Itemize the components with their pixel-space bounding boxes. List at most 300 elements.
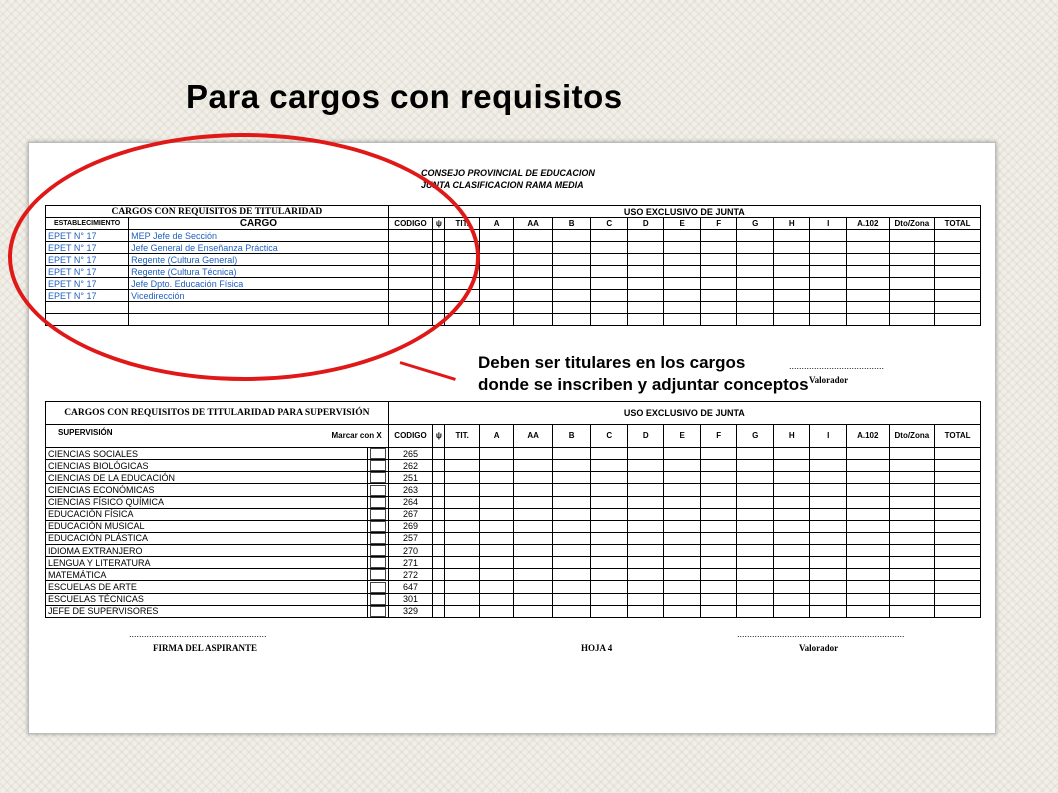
- col-header: H: [773, 218, 810, 230]
- score-cell: [889, 254, 935, 266]
- score-cell: [846, 448, 889, 460]
- score-cell: [591, 290, 628, 302]
- score-cell: [445, 520, 479, 532]
- score-cell: [514, 545, 553, 557]
- score-cell: [445, 290, 479, 302]
- mark-checkbox[interactable]: [370, 460, 386, 471]
- score-cell: [889, 242, 935, 254]
- score-cell: [445, 230, 479, 242]
- codigo-cell: 270: [388, 545, 433, 557]
- score-cell: [664, 605, 701, 617]
- score-cell: [552, 593, 591, 605]
- score-cell: [479, 472, 513, 484]
- score-cell: [433, 266, 445, 278]
- mark-checkbox[interactable]: [370, 485, 386, 496]
- score-cell: [479, 520, 513, 532]
- score-cell: [591, 314, 628, 326]
- score-cell: [737, 314, 774, 326]
- score-cell: [889, 557, 935, 569]
- table-row: [46, 496, 981, 508]
- score-cell: [889, 593, 935, 605]
- score-cell: [737, 302, 774, 314]
- score-cell: [773, 230, 810, 242]
- col-cargo: CARGO: [129, 218, 389, 230]
- score-cell: [552, 605, 591, 617]
- score-cell: [810, 460, 847, 472]
- score-cell: [846, 605, 889, 617]
- score-cell: [664, 302, 701, 314]
- score-cell: [935, 242, 981, 254]
- score-cell: [664, 314, 701, 326]
- score-cell: [627, 460, 664, 472]
- score-cell: [627, 242, 664, 254]
- score-cell: [935, 581, 981, 593]
- score-cell: [773, 593, 810, 605]
- establecimiento-cell: EPET N° 17: [46, 254, 129, 266]
- score-cell: [552, 472, 591, 484]
- codigo-cell: 265: [388, 448, 433, 460]
- score-cell: [433, 278, 445, 290]
- score-cell: [388, 266, 433, 278]
- score-cell: [935, 545, 981, 557]
- score-cell: [433, 484, 445, 496]
- score-cell: [514, 278, 553, 290]
- col-header: E: [664, 425, 701, 448]
- score-cell: [445, 302, 479, 314]
- score-cell: [846, 593, 889, 605]
- score-cell: [591, 484, 628, 496]
- score-cell: [627, 569, 664, 581]
- cargo-cell: Vicedirección: [129, 290, 389, 302]
- score-cell: [935, 472, 981, 484]
- score-cell: [810, 520, 847, 532]
- establecimiento-cell: EPET N° 17: [46, 230, 129, 242]
- codigo-cell: 251: [388, 472, 433, 484]
- score-cell: [514, 484, 553, 496]
- score-cell: [514, 314, 553, 326]
- score-cell: [846, 266, 889, 278]
- mark-checkbox[interactable]: [370, 521, 386, 532]
- score-cell: [479, 569, 513, 581]
- firma-del-aspirante: FIRMA DEL ASPIRANTE: [153, 643, 258, 653]
- callout-line-1: Deben ser titulares en los cargos: [478, 353, 746, 372]
- score-cell: [700, 545, 737, 557]
- score-cell: [810, 448, 847, 460]
- score-cell: [737, 290, 774, 302]
- score-cell: [664, 254, 701, 266]
- score-cell: [846, 496, 889, 508]
- col-header: Dto/Zona: [889, 425, 935, 448]
- score-cell: [700, 472, 737, 484]
- col-header: E: [664, 218, 701, 230]
- score-cell: [445, 605, 479, 617]
- score-cell: [591, 278, 628, 290]
- score-cell: [479, 242, 513, 254]
- marcar-cell: [368, 581, 388, 593]
- score-cell: [810, 508, 847, 520]
- score-cell: [810, 484, 847, 496]
- score-cell: [810, 472, 847, 484]
- score-cell: [810, 581, 847, 593]
- score-cell: [552, 278, 591, 290]
- score-cell: [479, 593, 513, 605]
- score-cell: [889, 230, 935, 242]
- score-cell: [479, 448, 513, 460]
- score-cell: [773, 460, 810, 472]
- valorador-label-2: Valorador: [799, 643, 839, 653]
- score-cell: [737, 484, 774, 496]
- score-cell: [552, 230, 591, 242]
- score-cell: [388, 314, 433, 326]
- score-cell: [591, 545, 628, 557]
- codigo-cell: 647: [388, 581, 433, 593]
- table-row: [46, 302, 981, 314]
- table-row: [46, 557, 981, 569]
- score-cell: [591, 242, 628, 254]
- marcar-cell: [368, 605, 388, 617]
- table-row: [46, 545, 981, 557]
- cargo-cell: [129, 302, 389, 314]
- score-cell: [627, 557, 664, 569]
- score-cell: [627, 266, 664, 278]
- mark-checkbox[interactable]: [370, 594, 386, 605]
- score-cell: [846, 520, 889, 532]
- score-cell: [773, 520, 810, 532]
- mark-checkbox[interactable]: [370, 557, 386, 568]
- marcar-cell: [368, 593, 388, 605]
- marcar-cell: [368, 520, 388, 532]
- score-cell: [700, 230, 737, 242]
- score-cell: [479, 314, 513, 326]
- score-cell: [889, 581, 935, 593]
- score-cell: [664, 496, 701, 508]
- cargo-cell: Jefe General de Enseñanza Práctica: [129, 242, 389, 254]
- score-cell: [388, 290, 433, 302]
- mark-checkbox[interactable]: [370, 582, 386, 593]
- score-cell: [935, 532, 981, 544]
- supervision-name-cell: EDUCACIÓN MUSICAL: [46, 520, 368, 532]
- col-establecimiento: ESTABLECIMIENTO: [46, 218, 129, 230]
- score-cell: [773, 448, 810, 460]
- table-row: [46, 266, 981, 278]
- titularidad-table: [45, 205, 981, 326]
- score-cell: [737, 545, 774, 557]
- col-header: F: [700, 425, 737, 448]
- score-cell: [846, 230, 889, 242]
- score-cell: [889, 508, 935, 520]
- score-cell: [627, 278, 664, 290]
- score-cell: [935, 290, 981, 302]
- score-cell: [846, 302, 889, 314]
- score-cell: [935, 314, 981, 326]
- col-header: A: [479, 218, 513, 230]
- score-cell: [445, 242, 479, 254]
- mark-checkbox[interactable]: [370, 448, 386, 459]
- mark-checkbox[interactable]: [370, 533, 386, 544]
- supervision-name-cell: CIENCIAS SOCIALES: [46, 448, 368, 460]
- score-cell: [445, 278, 479, 290]
- col-header: G: [737, 218, 774, 230]
- codigo-cell: 271: [388, 557, 433, 569]
- score-cell: [433, 593, 445, 605]
- score-cell: [846, 557, 889, 569]
- score-cell: [889, 290, 935, 302]
- score-cell: [773, 472, 810, 484]
- score-cell: [810, 605, 847, 617]
- col-header: C: [591, 425, 628, 448]
- col-header: D: [627, 218, 664, 230]
- mark-checkbox[interactable]: [370, 606, 386, 617]
- score-cell: [935, 520, 981, 532]
- score-cell: [627, 593, 664, 605]
- score-cell: [664, 242, 701, 254]
- score-cell: [627, 520, 664, 532]
- score-cell: [935, 266, 981, 278]
- score-cell: [627, 532, 664, 544]
- score-cell: [935, 230, 981, 242]
- section1-title: CARGOS CON REQUISITOS DE TITULARIDAD: [46, 206, 389, 218]
- supervision-table: [45, 401, 981, 618]
- score-cell: [552, 581, 591, 593]
- supervision-name-cell: JEFE DE SUPERVISORES: [46, 605, 368, 617]
- score-cell: [433, 496, 445, 508]
- score-cell: [445, 508, 479, 520]
- score-cell: [737, 508, 774, 520]
- score-cell: [514, 593, 553, 605]
- score-cell: [627, 545, 664, 557]
- callout-note: [478, 352, 809, 396]
- supervision-header-cell: [46, 425, 389, 448]
- cargo-cell: [129, 314, 389, 326]
- marcar-cell: [368, 532, 388, 544]
- table-row: [46, 581, 981, 593]
- score-cell: [552, 314, 591, 326]
- score-cell: [627, 314, 664, 326]
- score-cell: [737, 593, 774, 605]
- score-cell: [627, 254, 664, 266]
- score-cell: [591, 581, 628, 593]
- score-cell: [700, 520, 737, 532]
- score-cell: [810, 557, 847, 569]
- score-cell: [445, 496, 479, 508]
- score-cell: [935, 460, 981, 472]
- score-cell: [552, 290, 591, 302]
- score-cell: [591, 569, 628, 581]
- establecimiento-cell: EPET N° 17: [46, 290, 129, 302]
- score-cell: [810, 278, 847, 290]
- score-cell: [591, 605, 628, 617]
- firma-dots: .......................................................: [129, 629, 267, 639]
- col-header: I: [810, 425, 847, 448]
- marcar-cell: [368, 484, 388, 496]
- score-cell: [552, 557, 591, 569]
- codigo-cell: 272: [388, 569, 433, 581]
- table-row: [46, 460, 981, 472]
- score-cell: [810, 242, 847, 254]
- establecimiento-cell: [46, 314, 129, 326]
- col-header: A.102: [846, 218, 889, 230]
- mark-checkbox[interactable]: [370, 497, 386, 508]
- score-cell: [737, 557, 774, 569]
- score-cell: [445, 266, 479, 278]
- score-cell: [514, 302, 553, 314]
- score-cell: [388, 230, 433, 242]
- score-cell: [388, 302, 433, 314]
- score-cell: [700, 448, 737, 460]
- table-row: [46, 230, 981, 242]
- score-cell: [889, 266, 935, 278]
- valorador-dots-1: ......................................: [789, 361, 885, 371]
- marcar-cell: [368, 557, 388, 569]
- score-cell: [514, 532, 553, 544]
- score-cell: [846, 472, 889, 484]
- mark-checkbox[interactable]: [370, 569, 386, 580]
- score-cell: [889, 472, 935, 484]
- table-row: [46, 290, 981, 302]
- score-cell: [514, 496, 553, 508]
- supervision-name-cell: LENGUA Y LITERATURA: [46, 557, 368, 569]
- supervision-name-cell: EDUCACIÓN FÍSICA: [46, 508, 368, 520]
- score-cell: [627, 496, 664, 508]
- score-cell: [737, 532, 774, 544]
- score-cell: [591, 472, 628, 484]
- mark-checkbox[interactable]: [370, 545, 386, 556]
- table-row: [46, 242, 981, 254]
- mark-checkbox[interactable]: [370, 472, 386, 483]
- score-cell: [810, 496, 847, 508]
- score-cell: [664, 581, 701, 593]
- score-cell: [591, 508, 628, 520]
- col-header: B: [552, 425, 591, 448]
- score-cell: [552, 532, 591, 544]
- marcar-cell: [368, 508, 388, 520]
- header-line-1: CONSEJO PROVINCIAL DE EDUCACION: [421, 168, 595, 178]
- score-cell: [664, 278, 701, 290]
- score-cell: [433, 302, 445, 314]
- score-cell: [514, 569, 553, 581]
- mark-checkbox[interactable]: [370, 509, 386, 520]
- score-cell: [433, 230, 445, 242]
- section1-uso-exclusivo: USO EXCLUSIVO DE JUNTA: [388, 206, 980, 218]
- col-header: I: [810, 218, 847, 230]
- score-cell: [552, 254, 591, 266]
- score-cell: [935, 496, 981, 508]
- score-cell: [445, 254, 479, 266]
- score-cell: [445, 448, 479, 460]
- score-cell: [479, 460, 513, 472]
- score-cell: [514, 254, 553, 266]
- score-cell: [479, 266, 513, 278]
- score-cell: [846, 278, 889, 290]
- score-cell: [846, 460, 889, 472]
- score-cell: [627, 302, 664, 314]
- supervision-name-cell: CIENCIAS BIOLÓGICAS: [46, 460, 368, 472]
- form-document: [28, 142, 996, 734]
- score-cell: [737, 230, 774, 242]
- table-row: [46, 254, 981, 266]
- score-cell: [935, 605, 981, 617]
- score-cell: [700, 532, 737, 544]
- score-cell: [700, 496, 737, 508]
- score-cell: [889, 484, 935, 496]
- score-cell: [514, 472, 553, 484]
- supervision-name-cell: CIENCIAS DE LA EDUCACIÓN: [46, 472, 368, 484]
- score-cell: [773, 254, 810, 266]
- marcar-cell: [368, 460, 388, 472]
- col-marcar-con-x: Marcar con X: [331, 431, 382, 440]
- score-cell: [627, 484, 664, 496]
- codigo-cell: 262: [388, 460, 433, 472]
- score-cell: [664, 266, 701, 278]
- score-cell: [664, 230, 701, 242]
- score-cell: [810, 593, 847, 605]
- col-header: H: [773, 425, 810, 448]
- col-header: TOTAL: [935, 425, 981, 448]
- score-cell: [433, 242, 445, 254]
- codigo-cell: 263: [388, 484, 433, 496]
- establecimiento-cell: [46, 302, 129, 314]
- score-cell: [514, 290, 553, 302]
- score-cell: [846, 242, 889, 254]
- table-row: [46, 484, 981, 496]
- codigo-cell: 269: [388, 520, 433, 532]
- col-header: B: [552, 218, 591, 230]
- score-cell: [773, 532, 810, 544]
- score-cell: [591, 496, 628, 508]
- table-row: [46, 472, 981, 484]
- score-cell: [591, 532, 628, 544]
- score-cell: [514, 242, 553, 254]
- score-cell: [552, 460, 591, 472]
- supervision-name-cell: ESCUELAS TÉCNICAS: [46, 593, 368, 605]
- col-header: Dto/Zona: [889, 218, 935, 230]
- score-cell: [514, 460, 553, 472]
- score-cell: [664, 557, 701, 569]
- table-row: [46, 532, 981, 544]
- score-cell: [737, 569, 774, 581]
- score-cell: [889, 605, 935, 617]
- score-cell: [433, 508, 445, 520]
- score-cell: [627, 448, 664, 460]
- score-cell: [627, 472, 664, 484]
- score-cell: [433, 520, 445, 532]
- score-cell: [445, 460, 479, 472]
- col-header: G: [737, 425, 774, 448]
- slide-title: Para cargos con requisitos: [186, 78, 623, 115]
- establecimiento-cell: EPET N° 17: [46, 242, 129, 254]
- score-cell: [846, 290, 889, 302]
- score-cell: [627, 230, 664, 242]
- score-cell: [664, 532, 701, 544]
- score-cell: [737, 460, 774, 472]
- score-cell: [514, 605, 553, 617]
- valorador-label-1: Valorador: [809, 375, 849, 385]
- score-cell: [773, 508, 810, 520]
- score-cell: [889, 302, 935, 314]
- score-cell: [773, 302, 810, 314]
- score-cell: [388, 242, 433, 254]
- score-cell: [514, 230, 553, 242]
- score-cell: [935, 508, 981, 520]
- score-cell: [552, 508, 591, 520]
- score-cell: [479, 302, 513, 314]
- score-cell: [700, 302, 737, 314]
- score-cell: [935, 569, 981, 581]
- score-cell: [846, 532, 889, 544]
- score-cell: [479, 484, 513, 496]
- score-cell: [514, 520, 553, 532]
- score-cell: [627, 605, 664, 617]
